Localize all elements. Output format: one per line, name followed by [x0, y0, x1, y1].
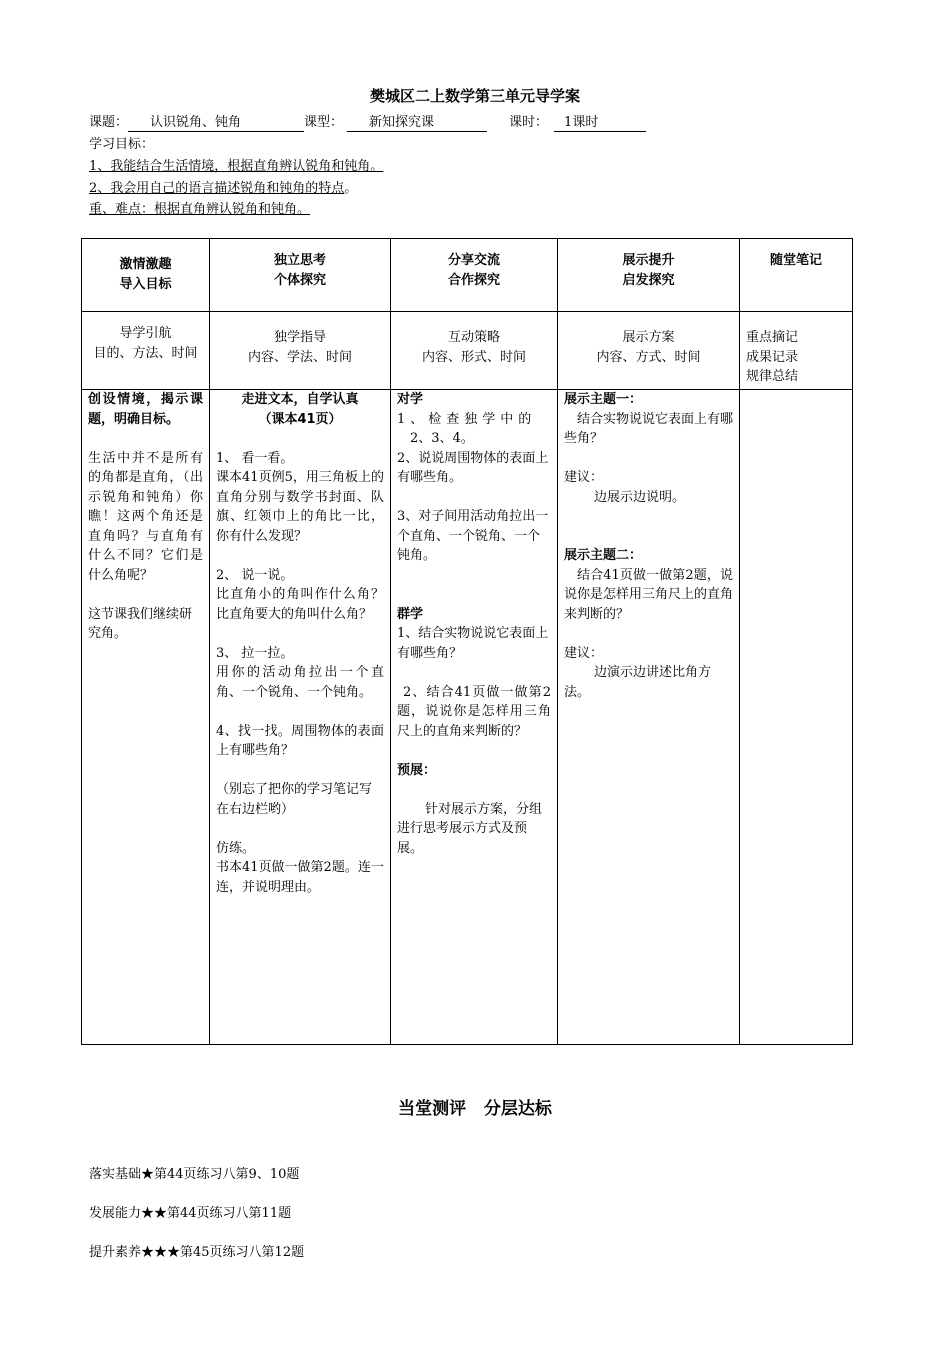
theme-2-title: 展示主题二：: [564, 548, 643, 563]
theme-2-body: 结合41页做一做第2题，说说你是怎样用三角尺上的直角来判断的？: [564, 567, 734, 622]
type-value-blank: [347, 115, 487, 132]
subheader-cell-self-study: [210, 312, 391, 390]
intro-heading: 创设情境，揭示课题，明确目标。: [88, 392, 203, 427]
topic-label: 课题：: [89, 115, 129, 130]
document-title: 樊城区二上数学第三单元导学案: [369, 87, 580, 105]
step-3-body: 用你的活动角拉出一个直角、一个锐角、一个钝角。: [216, 665, 384, 700]
pair-item-1a: 1、检查独学中的: [397, 411, 537, 427]
goals-heading: 学习目标：: [89, 137, 155, 152]
header-cell-intro: [82, 239, 210, 312]
independent-subheading: （课本41页）: [258, 411, 342, 427]
header-text: 分享交流: [447, 253, 500, 268]
type-label: 课型：: [304, 115, 344, 130]
topic-value-blank: [128, 115, 304, 132]
header-text: 展示提升: [622, 253, 675, 268]
step-1-body: 课本41页例5，用三角板上的直角分别与数学书封面、队旗、红领巾上的角比一比，你有什么发现？: [216, 470, 384, 544]
lesson-meta-line: [89, 114, 646, 132]
independent-heading: 走进文本，自学认真: [241, 392, 359, 407]
subheader-cell-presentation: [558, 312, 740, 390]
pair-item-1b: 2、3、4。: [410, 431, 474, 446]
header-text: 独立思考: [273, 253, 326, 268]
subheader-text: 独学指导: [273, 330, 326, 345]
suggestion-2-label: 建议：: [564, 645, 604, 661]
table-subheader-row: [82, 312, 853, 390]
body-cell-cooperative: [391, 390, 558, 1045]
preview-body: 针对展示方案，分组进行思考展示方式及预展。: [397, 801, 543, 856]
goal-2: 2、我会用自己的语言描述锐角和钝角的特点: [89, 181, 345, 196]
header-text: 随堂笔记: [769, 253, 822, 268]
header-text: 启发探究: [622, 272, 675, 288]
goal-2-end: 。: [344, 181, 358, 196]
topic-value: 认识锐角、钝角: [150, 115, 242, 130]
hours-value-blank: [554, 115, 646, 132]
step-3-title: 3、 拉一拉。: [216, 645, 294, 661]
theme-1-body: 结合实物说说它表面上有哪些角？: [564, 411, 734, 446]
step-2-title: 2、 说一说。: [216, 567, 294, 583]
subheader-text: 目的、方法、时间: [93, 345, 198, 361]
pair-item-2: 2、说说周围物体的表面上有哪些角。: [397, 450, 549, 485]
assessment-item-basic: 落实基础★第44页练习八第9、10题: [89, 1167, 300, 1182]
suggestion-2-body: 边演示边讲述比角方法。: [564, 665, 712, 700]
step-2-body: 比直角小的角叫作什么角？比直角要大的角叫什么角？: [216, 587, 384, 622]
notes-reminder: （别忘了把你的学习笔记写在右边栏哟）: [216, 782, 373, 817]
key-points: 重、难点：根据直角辨认锐角和钝角。: [89, 202, 311, 217]
header-text: 导入目标: [119, 276, 172, 292]
lesson-plan-table: [81, 238, 853, 1045]
intro-paragraph: 生活中并不是所有的角都是直角，（出示锐角和钝角）你瞧！这两个角还是直角吗？与直角有什么不同？它们是什么角呢？: [88, 450, 203, 583]
subheader-cell-interaction: [391, 312, 558, 390]
practice-title: 仿练。: [216, 840, 256, 856]
practice-body: 书本41页做一做第2题。连一连，并说明理由。: [216, 860, 384, 895]
header-cell-notes: [740, 239, 853, 312]
body-cell-notes: [740, 390, 853, 1045]
header-text: 个体探究: [273, 272, 326, 288]
pair-study-title: 对学: [397, 392, 424, 407]
step-1-title: 1、 看一看。: [216, 450, 294, 466]
goal-1: 1、我能结合生活情境，根据直角辨认锐角和钝角。: [89, 159, 384, 174]
suggestion-1-body: 边展示边说明。: [594, 489, 686, 505]
subheader-text: 重点摘记: [746, 330, 799, 345]
subheader-text: 内容、方式、时间: [596, 349, 701, 365]
header-cell-showcase: [558, 239, 740, 312]
pair-item-3: 3、对子间用活动角拉出一个直角、一个锐角、一个钝角。: [397, 509, 549, 563]
subheader-text: 展示方案: [622, 330, 675, 345]
hours-label: 课时：: [509, 115, 549, 130]
body-cell-showcase: [558, 390, 740, 1045]
assessment-title: 当堂测评 分层达标: [398, 1099, 552, 1119]
body-cell-intro: [82, 390, 210, 1045]
header-cell-cooperative: [391, 239, 558, 312]
header-text: 合作探究: [447, 272, 500, 288]
group-item-2: 2、结合41页做一做第2题，说说你是怎样用三角尺上的直角来判断的？: [397, 684, 551, 739]
goal-2-line: [89, 180, 357, 197]
body-cell-independent: [210, 390, 391, 1045]
subheader-text: 互动策略: [447, 330, 500, 345]
preview-title: 预展：: [397, 762, 437, 778]
header-text: 激情激趣: [119, 257, 172, 272]
suggestion-1-label: 建议：: [564, 470, 604, 485]
assessment-item-advanced: 提升素养★★★第45页练习八第12题: [89, 1245, 305, 1260]
theme-1-title: 展示主题一：: [564, 392, 643, 407]
subheader-text: 成果记录: [746, 349, 799, 365]
group-study-title: 群学: [397, 606, 424, 622]
subheader-cell-guide: [82, 312, 210, 390]
subheader-text: 规律总结: [746, 369, 799, 384]
assessment-item-develop: 发展能力★★第44页练习八第11题: [89, 1206, 292, 1221]
hours-value: 1课时: [564, 115, 599, 130]
header-cell-independent: [210, 239, 391, 312]
intro-closing: 这节课我们继续研究角。: [88, 606, 193, 641]
table-body-row: [82, 390, 853, 1045]
step-4: 4、找一找。周围物体的表面上有哪些角？: [216, 723, 384, 758]
subheader-text: 导学引航: [119, 326, 172, 341]
subheader-cell-notes: [740, 312, 853, 390]
table-header-row: [82, 239, 853, 312]
subheader-text: 内容、学法、时间: [247, 349, 352, 365]
type-value: 新知探究课: [369, 115, 435, 130]
group-item-1: 1、结合实物说说它表面上有哪些角？: [397, 626, 549, 661]
subheader-text: 内容、形式、时间: [421, 349, 526, 365]
